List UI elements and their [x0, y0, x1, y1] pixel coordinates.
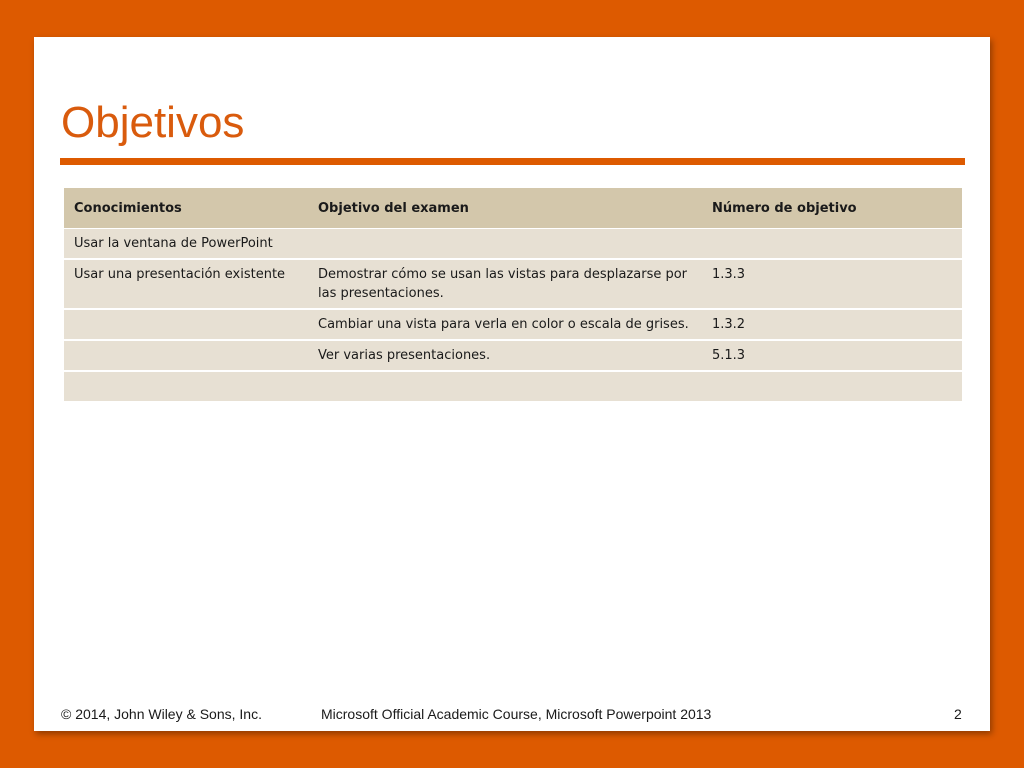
- table-row: [64, 340, 962, 371]
- cell-objective: Cambiar una vista para verla en color o escala de grises.: [308, 309, 702, 340]
- table-row: [64, 259, 962, 309]
- cell-number: [702, 371, 962, 402]
- cell-number: 1.3.3: [702, 259, 962, 309]
- cell-skill: [64, 309, 308, 340]
- objectives-table: [64, 188, 962, 403]
- slide-title: Objetivos: [61, 98, 245, 147]
- column-header-exam-objective: Objetivo del examen: [308, 188, 702, 229]
- cell-objective: Demostrar cómo se usan las vistas para desplazarse por las presentaciones.: [308, 259, 702, 309]
- table-row: [64, 371, 962, 402]
- table-header-row: [64, 188, 962, 229]
- cell-number: 1.3.2: [702, 309, 962, 340]
- slide: [34, 37, 990, 731]
- cell-number: [702, 229, 962, 260]
- title-underline: [60, 158, 965, 165]
- cell-objective: Ver varias presentaciones.: [308, 340, 702, 371]
- cell-skill: [64, 371, 308, 402]
- table-row: [64, 229, 962, 260]
- cell-skill: [64, 340, 308, 371]
- cell-skill: Usar una presentación existente: [64, 259, 308, 309]
- cell-objective: [308, 229, 702, 260]
- footer-course-name: Microsoft Official Academic Course, Microsoft Powerpoint 2013: [321, 706, 712, 722]
- table-row: [64, 309, 962, 340]
- column-header-objective-number: Número de objetivo: [702, 188, 962, 229]
- cell-number: 5.1.3: [702, 340, 962, 371]
- cell-objective: [308, 371, 702, 402]
- cell-skill: Usar la ventana de PowerPoint: [64, 229, 308, 260]
- footer-copyright: © 2014, John Wiley & Sons, Inc.: [61, 706, 262, 722]
- column-header-skills: Conocimientos: [64, 188, 308, 229]
- footer-page-number: 2: [954, 706, 962, 722]
